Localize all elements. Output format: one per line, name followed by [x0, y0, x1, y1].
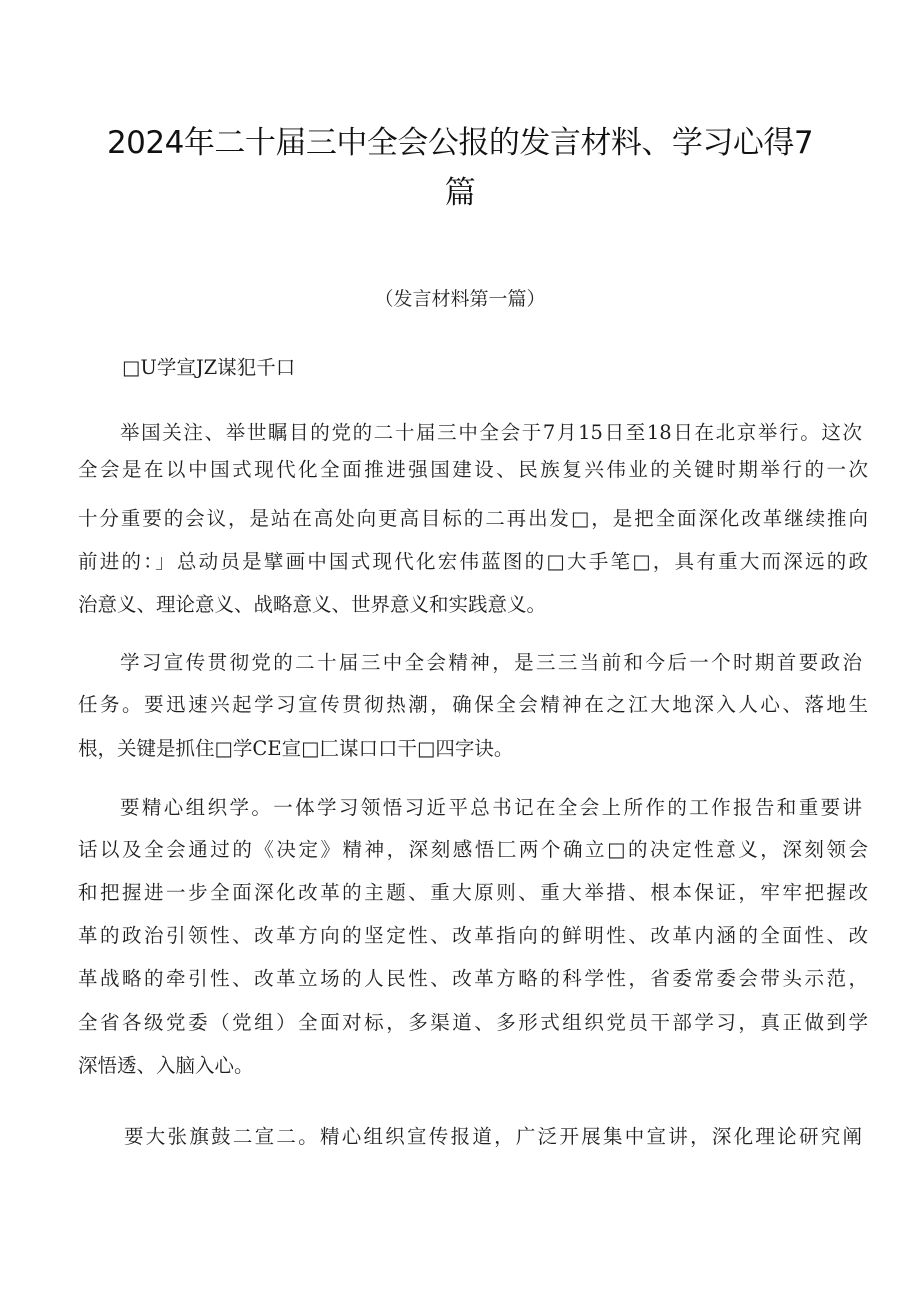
paragraph-3-line-2: 话以及全会通过的《决定》精神，深刻感悟匚两个确立□的决定性意义，深刻领会 — [78, 838, 868, 861]
paragraph-3-line-3: 和把握进一步全面深化改革的主题、重大原则、重大举措、根本保证，牢牢把握改 — [78, 881, 868, 904]
title-line-2: 篇 — [444, 175, 476, 211]
section-label: （发言材料第一篇） — [374, 288, 546, 310]
paragraph-4-line-1: 要大张旗鼓二宣二。精心组织宣传报道，广泛开展集中宣讲，深化理论研究阐 — [124, 1125, 862, 1148]
paragraph-1-line-1: 举国关注、举世瞩目的党的二十届三中全会于7月15日至18日在北京举行。这次 — [120, 421, 862, 444]
paragraph-2-line-3: 根，关键是抓住□学CE宣□匚谋口口干□四字诀。 — [78, 737, 514, 760]
paragraph-1-line-4: 前进的：」总动员是擘画中国式现代化宏伟蓝图的□大手笔□，具有重大而深远的政 — [78, 550, 868, 573]
paragraph-1-line-3: 十分重要的会议，是站在高处向更高目标的二再出发□，是把全面深化改革继续推向 — [78, 507, 868, 530]
paragraph-3-line-6: 全省各级党委（党组）全面对标，多渠道、多形式组织党员干部学习，真正做到学 — [78, 1011, 868, 1034]
paragraph-3-line-7: 深悟透、入脑入心。 — [78, 1054, 254, 1077]
paragraph-2-line-1: 学习宣传贯彻党的二十届三中全会精神，是三三当前和今后一个时期首要政治 — [120, 651, 862, 674]
title-line-1: 2024年二十届三中全会公报的发言材料、学习心得7 — [106, 125, 814, 161]
paragraph-1-line-2: 全会是在以中国式现代化全面推进强国建设、民族复兴伟业的关键时期举行的一次 — [78, 458, 868, 481]
document-title — [60, 118, 860, 218]
paragraph-3-line-5: 革战略的牵引性、改革立场的人民性、改革方略的科学性，省委常委会带头示范， — [78, 967, 868, 990]
paragraph-3-line-4: 革的政治引领性、改革方向的坚定性、改革指向的鲜明性、改革内涵的全面性、改 — [78, 924, 868, 947]
section-heading: □U学宣JZ谋犯千口 — [122, 356, 296, 379]
paragraph-3-line-1: 要精心组织学。一体学习领悟习近平总书记在全会上所作的工作报告和重要讲 — [120, 796, 862, 819]
paragraph-1-line-5: 治意义、理论意义、战略意义、世界意义和实践意义。 — [78, 593, 547, 616]
paragraph-2-line-2: 任务。要迅速兴起学习宣传贯彻热潮，确保全会精神在之江大地深入人心、落地生 — [78, 693, 868, 716]
